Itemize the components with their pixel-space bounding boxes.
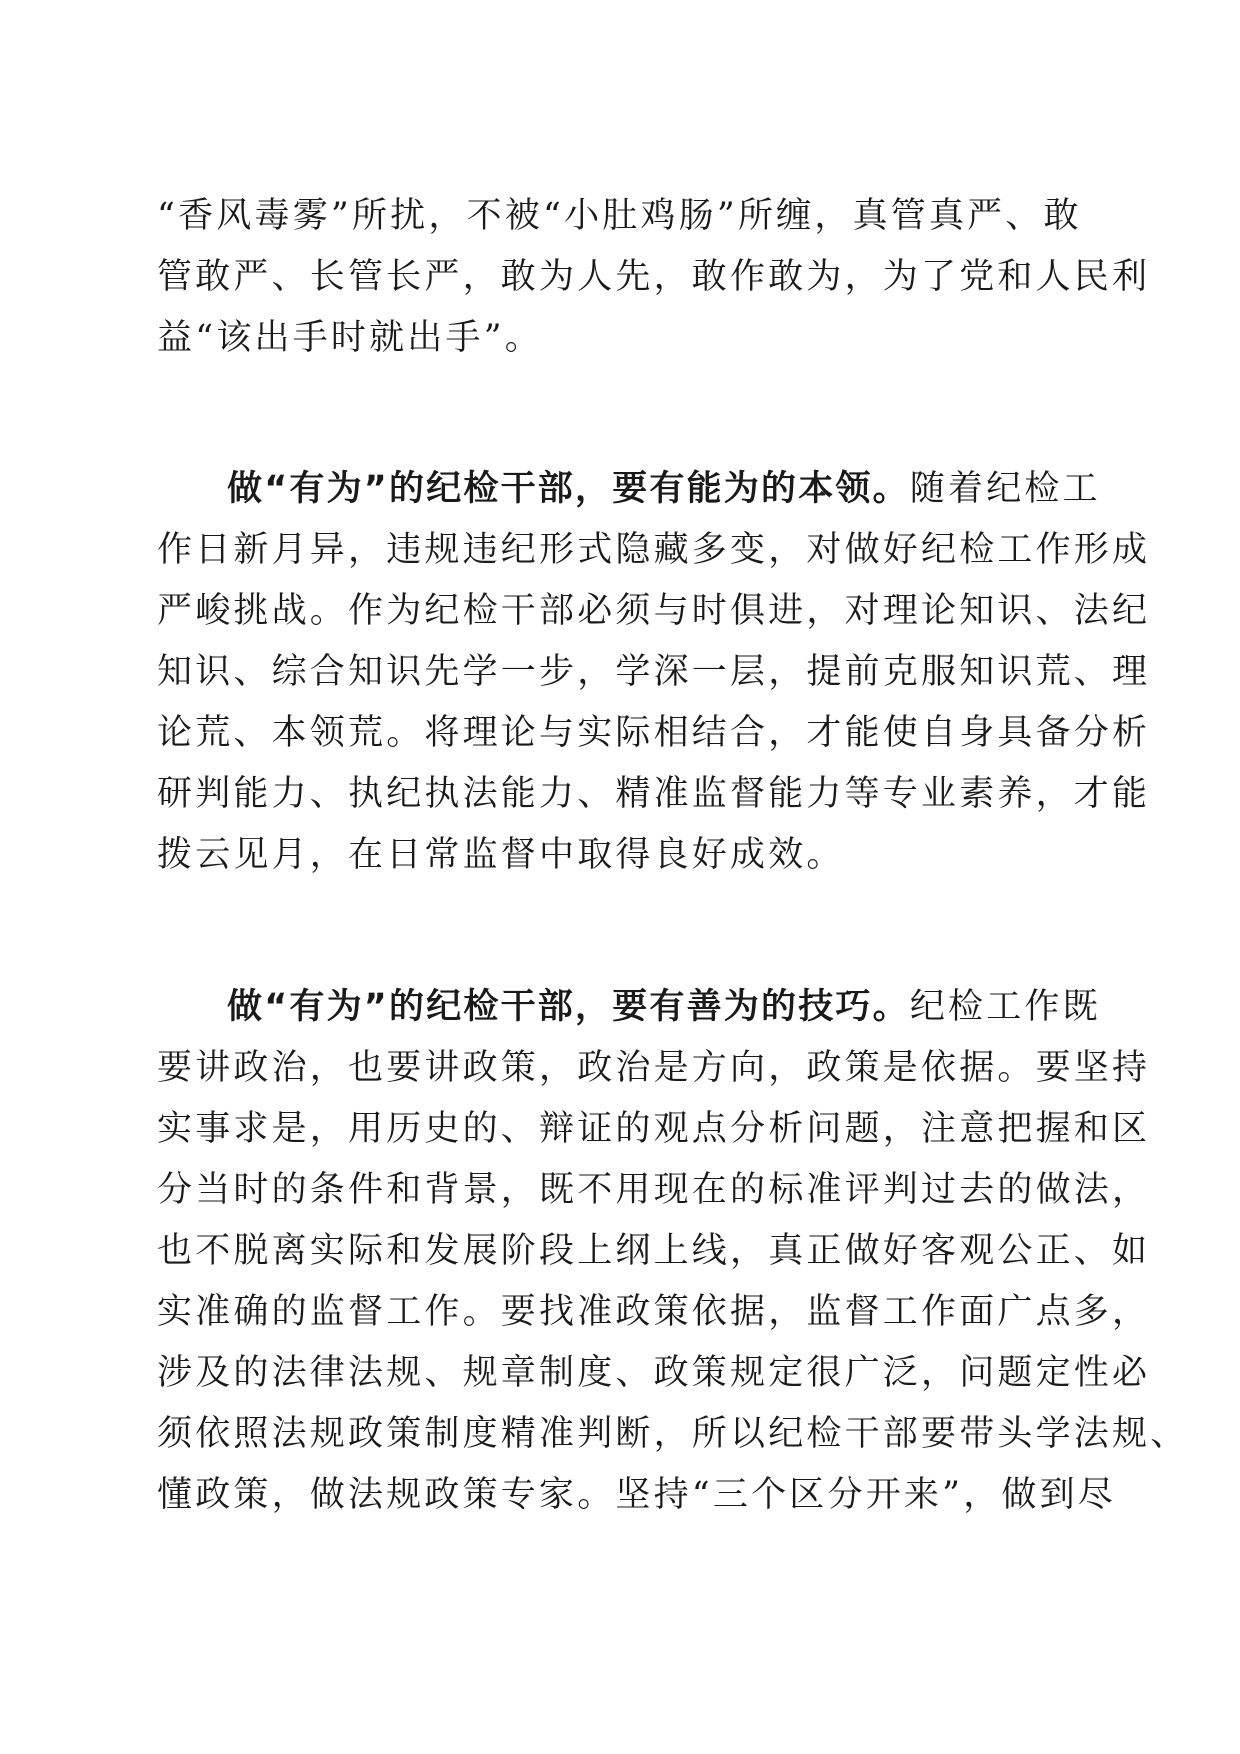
paragraph-1-line-1: “香风毒雾”所扰，不被“小肚鸡肠”所缠，真管真严、敢 [157,196,1082,236]
paragraph-2-line-2: 作日新月异，违规违纪形式隐藏多变，对做好纪检工作形成 [157,530,1151,570]
paragraph-2-first-line [227,467,1101,511]
paragraph-3-line-8: 须依照法规政策制度精准判断，所以纪检干部要带头学法规、 [157,1414,1189,1454]
paragraph-3-lead-rest: 纪检工作既 [909,987,1101,1027]
paragraph-3-line-7: 涉及的法律法规、规章制度、政策规定很广泛，问题定性必 [157,1353,1151,1393]
paragraph-2-line-6: 研判能力、执纪执法能力、精准监督能力等专业素养，才能 [157,774,1151,814]
paragraph-1-line-2: 管敢严、长管长严，敢为人先，敢作敢为，为了党和人民利 [157,257,1151,297]
paragraph-3-line-6: 实准确的监督工作。要找准政策依据，监督工作面广点多， [157,1292,1151,1332]
paragraph-3-line-9: 懂政策，做法规政策专家。坚持“三个区分开来”，做到尽 [157,1475,1116,1515]
paragraph-2-lead-rest: 随着纪检工 [909,469,1101,509]
paragraph-3-line-4: 分当时的条件和背景，既不用现在的标准评判过去的做法， [157,1170,1151,1210]
paragraph-3-line-5: 也不脱离实际和发展阶段上纲上线，真正做好客观公正、如 [157,1231,1151,1271]
paragraph-3-lead-sentence: 做“有为”的纪检干部，要有善为的技巧。 [227,987,910,1027]
paragraph-2-line-5: 论荒、本领荒。将理论与实际相结合，才能使自身具备分析 [157,713,1151,753]
paragraph-2-line-3: 严峻挑战。作为纪检干部必须与时俱进，对理论知识、法纪 [157,591,1151,631]
paragraph-2-line-7: 拨云见月，在日常监督中取得良好成效。 [157,835,845,875]
paragraph-3-first-line [227,985,1101,1029]
paragraph-2-line-4: 知识、综合知识先学一步，学深一层，提前克服知识荒、理 [157,652,1151,692]
paragraph-3-line-2: 要讲政治，也要讲政策，政治是方向，政策是依据。要坚持 [157,1048,1151,1088]
paragraph-3-line-3: 实事求是，用历史的、辩证的观点分析问题，注意把握和区 [157,1109,1151,1149]
paragraph-2-lead-sentence: 做“有为”的纪检干部，要有能为的本领。 [227,469,910,509]
paragraph-1-line-3: 益“该出手时就出手”。 [157,318,543,358]
